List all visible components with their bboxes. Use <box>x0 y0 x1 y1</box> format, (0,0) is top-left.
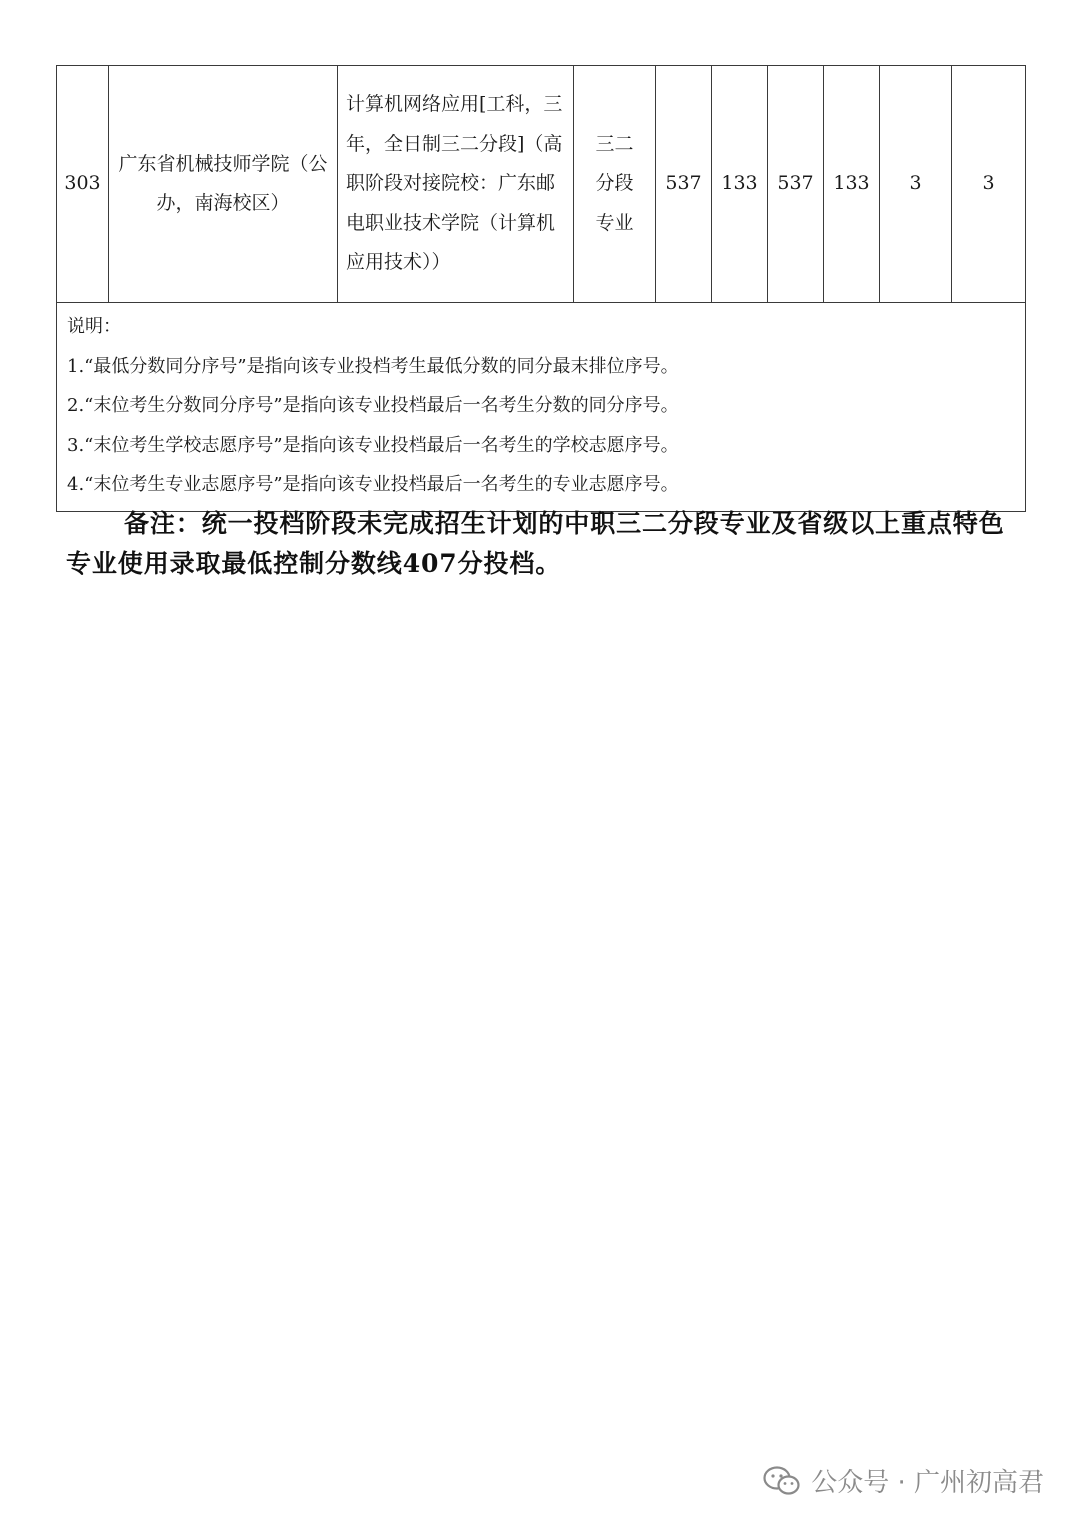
notes-cell <box>57 303 1026 512</box>
watermark <box>763 1462 1044 1499</box>
remark-paragraph: 备注：统一投档阶段未完成招生计划的中职三二分段专业及省级以上重点特色专业使用录取最低控制分数线407分投档。 <box>66 509 1005 578</box>
school-code-cell: 303 <box>57 66 109 303</box>
value-cell-5: 3 <box>880 66 952 303</box>
note-line-1: 1.“最低分数同分序号”是指向该专业投档考生最低分数的同分最末排位序号。 <box>67 355 679 377</box>
major-cell: 计算机网络应用[工科，三年，全日制三二分段]（高职阶段对接院校：广东邮电职业技术学院（计算机应用技术）） <box>338 66 574 303</box>
category-cell: 三二分段专业 <box>574 66 656 303</box>
wechat-icon <box>763 1465 801 1497</box>
value-cell-1: 537 <box>656 66 712 303</box>
table-row <box>57 66 1026 303</box>
value-cell-3: 537 <box>768 66 824 303</box>
admission-table <box>56 65 1026 512</box>
value-cell-2: 133 <box>712 66 768 303</box>
school-name-cell: 广东省机械技师学院（公办，南海校区） <box>109 66 338 303</box>
notes-row <box>57 303 1026 512</box>
note-line-4: 4.“末位考生专业志愿序号”是指向该专业投档最后一名考生的专业志愿序号。 <box>67 474 679 495</box>
watermark-text: 公众号 · 广州初高君 <box>811 1468 1044 1498</box>
notes-heading: 说明： <box>67 316 121 337</box>
note-line-3: 3.“末位考生学校志愿序号”是指向该专业投档最后一名考生的学校志愿序号。 <box>67 434 679 456</box>
value-cell-6: 3 <box>952 66 1026 303</box>
note-line-2: 2.“末位考生分数同分序号”是指向该专业投档最后一名考生分数的同分序号。 <box>67 395 679 416</box>
value-cell-4: 133 <box>824 66 880 303</box>
